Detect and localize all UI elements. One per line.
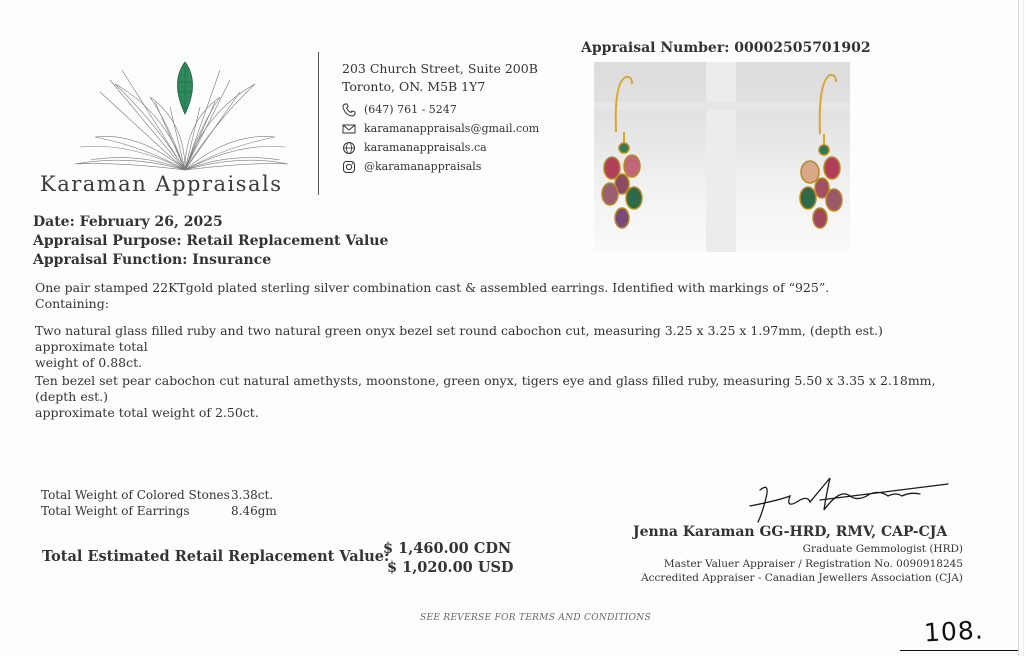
earrings-weight-value: 8.46gm <box>231 504 277 518</box>
phone-icon <box>342 103 356 117</box>
para1-line2: Containing: <box>35 296 109 311</box>
scan-edge-outer <box>1023 0 1024 656</box>
brand-name: Karaman Appraisals <box>40 172 283 196</box>
description-paragraph-2 <box>35 323 955 371</box>
earrings-illustration <box>594 62 850 252</box>
description-paragraph-1 <box>35 280 955 312</box>
colored-stones-weight-row <box>41 487 277 503</box>
instagram-text: @karamanappraisals <box>364 159 482 173</box>
appraiser-credential-2: Master Valuer Appraiser / Registration No. 0090918245 <box>663 558 963 570</box>
para2-line2: weight of 0.88ct. <box>35 355 143 370</box>
appraiser-signature <box>730 470 960 530</box>
total-value-label: Total Estimated Retail Replacement Value: <box>42 548 390 565</box>
terms-note: SEE REVERSE FOR TERMS AND CONDITIONS <box>420 613 651 623</box>
appraiser-name: Jenna Karaman GG-HRD, RMV, CAP-CJA <box>633 524 948 540</box>
appraisal-number <box>581 40 871 56</box>
globe-icon <box>342 141 356 155</box>
contact-block <box>342 60 539 176</box>
description-paragraph-3 <box>35 373 955 421</box>
function-label: Appraisal Function: <box>33 252 188 268</box>
colored-weight-label: Total Weight of Colored Stones <box>41 488 230 502</box>
total-value-usd: $ 1,020.00 USD <box>387 559 514 576</box>
instagram-icon <box>342 160 356 174</box>
email-icon <box>342 122 356 136</box>
appraiser-credential-1: Graduate Gemmologist (HRD) <box>802 543 963 555</box>
purpose-label: Appraisal Purpose: <box>33 233 182 249</box>
address-line-1: 203 Church Street, Suite 200B <box>342 61 538 76</box>
scan-edge <box>1018 0 1019 656</box>
address-line-2: Toronto, ON. M5B 1Y7 <box>342 79 486 94</box>
para3-line2: approximate total weight of 2.50ct. <box>35 405 259 420</box>
contact-email <box>342 119 539 138</box>
contact-instagram <box>342 157 539 176</box>
website-text: karamanappraisals.ca <box>364 140 487 154</box>
earrings-weight-label: Total Weight of Earrings <box>41 504 190 518</box>
date-row <box>33 213 388 232</box>
para3-line1: Ten bezel set pear cabochon cut natural amethysts, moonstone, green onyx, tigers eye and glass filled ruby, measuring 5.50 x 3.35 x 2.18mm, (depth est.) <box>35 373 936 404</box>
earrings-weight-row <box>41 503 277 519</box>
right-earring <box>800 75 842 228</box>
handwritten-underline <box>900 650 1018 651</box>
para1-line1: One pair stamped 22KTgold plated sterling silver combination cast & assembled earrings. Identified with markings of “925”. <box>35 280 830 295</box>
phone-text: (647) 761 - 5247 <box>364 102 457 116</box>
appraisal-meta <box>33 213 388 270</box>
contact-website <box>342 138 539 157</box>
appraiser-credential-3: Accredited Appraiser - Canadian Jewellers Association (CJA) <box>641 572 963 584</box>
function-value: Insurance <box>192 252 272 268</box>
date-label: Date: <box>33 214 75 230</box>
left-earring <box>602 77 642 228</box>
email-text: karamanappraisals@gmail.com <box>364 121 540 135</box>
colored-weight-value: 3.38ct. <box>231 488 274 502</box>
logo-divider <box>318 52 319 195</box>
purpose-value: Retail Replacement Value <box>186 233 389 249</box>
fan-leaf-emblem-icon <box>60 52 290 172</box>
weights-block <box>41 487 277 519</box>
function-row <box>33 251 388 270</box>
contact-phone <box>342 100 539 119</box>
handwritten-number: 108. <box>923 615 985 648</box>
appraisal-number-label: Appraisal Number: <box>581 40 730 56</box>
appraisal-number-value: 00002505701902 <box>734 40 871 56</box>
purpose-row <box>33 232 388 251</box>
date-value: February 26, 2025 <box>79 214 223 230</box>
para2-line1: Two natural glass filled ruby and two natural green onyx bezel set round cabochon cut, measuring 3.25 x 3.25 x 1.97mm, (depth est.) approximate total <box>35 323 883 354</box>
total-value-cdn: $ 1,460.00 CDN <box>383 540 512 557</box>
earrings-photo <box>594 62 850 252</box>
company-logo <box>40 52 310 202</box>
